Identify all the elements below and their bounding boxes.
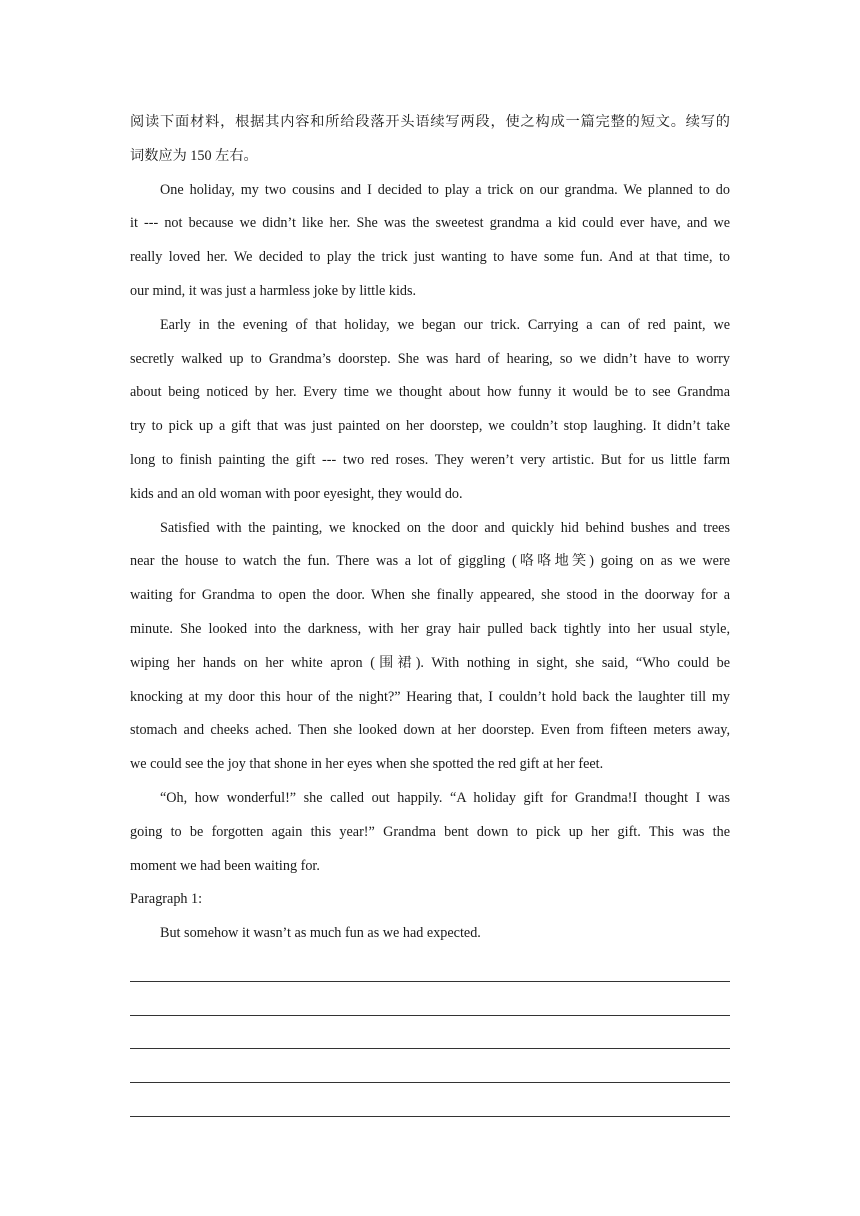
passage-line: kids and an old woman with poor eyesight, they would do. [130,485,463,502]
document-page [130,106,730,1120]
passage-paragraph-2 [130,309,730,512]
passage-line: really loved her. We decided to play the trick just wanting to have some fun. And at that time, to [130,249,730,266]
passage-line: Satisfied with the painting, we knocked on the door and quickly hid behind bushes and trees [160,519,730,536]
passage-line: waiting for Grandma to open the door. When she finally appeared, she stood in the doorway for a [130,587,730,604]
passage-line: One holiday, my two cousins and I decided to play a trick on our grandma. We planned to do [160,181,730,198]
passage-line: minute. She looked into the darkness, with her gray hair pulled back tightly into her usual style, [130,620,730,637]
passage-line: our mind, it was just a harmless joke by little kids. [130,282,417,299]
passage-line: near the house to watch the fun. There was a lot of giggling (咯咯地笑) going on as we were [130,553,730,570]
passage-line: moment we had been waiting for. [130,857,320,874]
passage-line: secretly walked up to Grandma’s doorstep. She was hard of hearing, so we didn’t have to worry [130,350,730,367]
instruction-line-2: 词数应为 150 左右。 [130,147,258,164]
passage-line: wiping her hands on her white apron (围裙). With nothing in sight, she said, “Who could be [130,654,730,671]
paragraph-1-label: Paragraph 1: [130,891,203,908]
passage-line: try to pick up a gift that was just painted on her doorstep, we couldn’t stop laughing. It didn’t take [130,418,730,435]
passage-line: knocking at my door this hour of the night?” Hearing that, I couldn’t hold back the laughter till my [130,688,730,705]
answer-line[interactable] [130,1019,730,1053]
passage-line: long to finish painting the gift --- two red roses. They weren’t very artistic. But for us little farm [130,451,730,468]
passage-paragraph-3 [130,512,730,782]
answer-lines [130,951,730,1120]
passage-paragraph-1 [130,174,730,309]
passage-line: about being noticed by her. Every time we thought about how funny it would be to see Grandma [130,384,730,401]
passage-line: Early in the evening of that holiday, we began our trick. Carrying a can of red paint, we [160,316,730,333]
paragraph-1-opening: But somehow it wasn’t as much fun as we had expected. [160,925,481,942]
answer-line[interactable] [130,985,730,1019]
answer-line[interactable] [130,1086,730,1120]
instruction-line-1: 阅读下面材料，根据其内容和所给段落开头语续写两段，使之构成一篇完整的短文。续写的 [130,114,730,130]
answer-line[interactable] [130,951,730,985]
passage-line: it --- not because we didn’t like her. She was the sweetest grandma a kid could ever have, and we [130,215,730,232]
passage-line: we could see the joy that shone in her eyes when she spotted the red gift at her feet. [130,756,604,773]
passage-line: going to be forgotten again this year!” Grandma bent down to pick up her gift. This was the [130,823,730,840]
answer-line[interactable] [130,1052,730,1086]
passage-line: stomach and cheeks ached. Then she looked down at her doorstep. Even from fifteen meters away, [130,722,730,739]
passage-paragraph-4 [130,782,730,883]
passage-line: “Oh, how wonderful!” she called out happily. “A holiday gift for Grandma!I thought I was [160,789,730,806]
